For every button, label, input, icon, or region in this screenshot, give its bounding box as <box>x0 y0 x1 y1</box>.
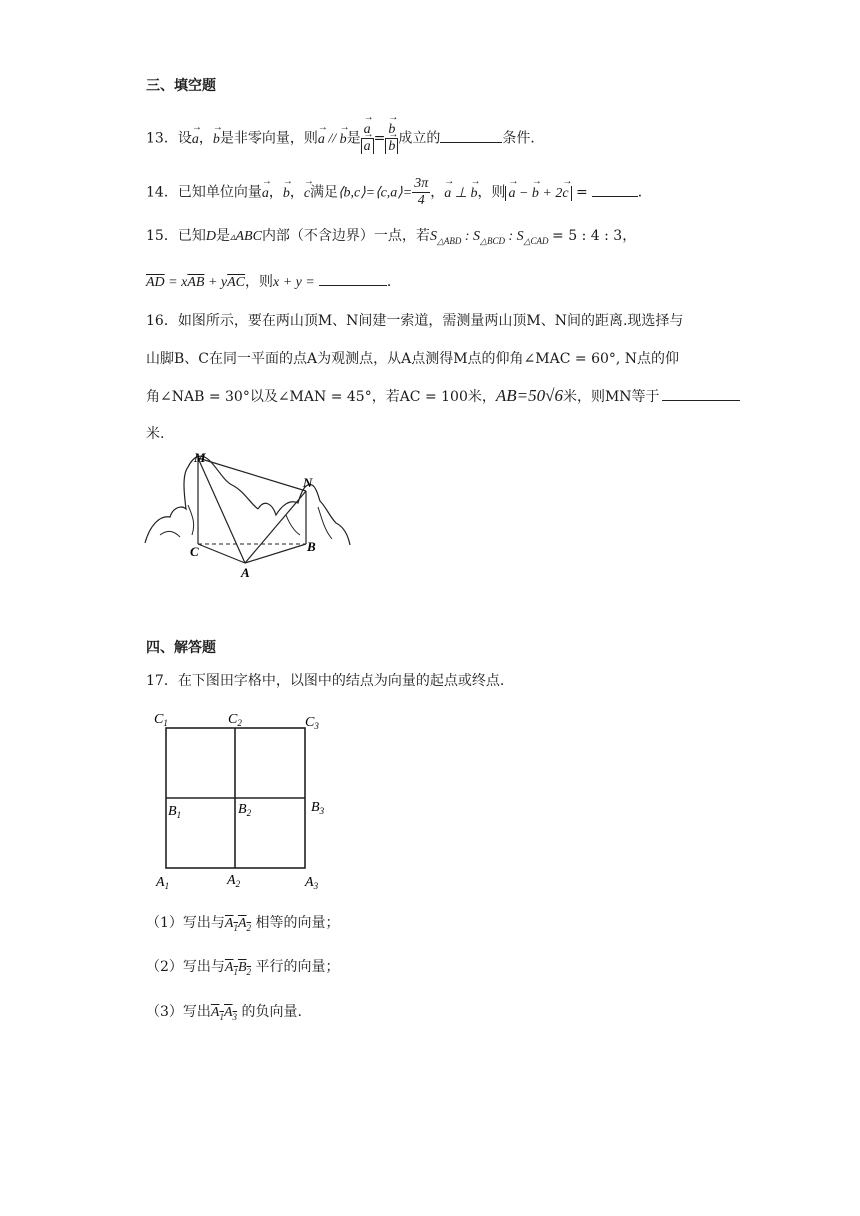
fraction-3pi-4: $\frac{3\pi}{4}$ <box>414 176 429 208</box>
mountain-figure <box>140 445 355 580</box>
ab-length: AB=50√6 <box>495 386 563 405</box>
fraction-unit-a: → a → a <box>361 122 374 155</box>
label-B1: $B_1$ <box>168 804 182 820</box>
q13-text: ， <box>198 130 213 147</box>
question-16-line1: 16．如图所示，要在两山顶M、N间建一索道，需测量两山顶M、N间的距离.现选择与 <box>146 313 684 329</box>
vector-b: → b <box>340 130 347 150</box>
q17-part1-text: 相等的向量； <box>255 915 340 931</box>
label-M: M <box>194 450 206 465</box>
q14-text: ． <box>637 184 652 201</box>
q17-part3-text: 的负向量. <box>241 1004 302 1020</box>
magnitude-expression: → a − → b + 2→ c <box>505 186 571 201</box>
question-17: 17．在下图田字格中，以图中的结点为向量的起点或终点. <box>146 673 505 689</box>
vector-b: → b <box>213 130 220 150</box>
label-B3: $B_3$ <box>311 800 325 816</box>
label-B: B <box>307 539 316 554</box>
area-ratio: $S_{\triangle ABD}$ : $S_{\triangle BCD}$ : $S_{\triangle CAD}$ <box>429 229 549 246</box>
question-14: 14．已知单位向量→ a，→ b，→ c满足⟨b,c⟩=⟨c,a⟩= $\frac{3\pi}{4}$ ，→ a ⊥ → b，则 → a − → b + 2→ c = ． <box>146 176 652 209</box>
q15-text: ， <box>622 228 637 244</box>
q15-text: 是 <box>215 228 230 244</box>
vector-a: → a <box>318 130 325 150</box>
q17-part2-text: （2）写出与 <box>146 959 225 975</box>
vector-c: → c <box>304 184 310 204</box>
left-mountain-outline <box>145 456 258 543</box>
vector-A1A3: $A_1A_3$ <box>210 1005 238 1022</box>
q13-number: 13．设 <box>146 130 192 147</box>
q16-text: 角∠NAB = 30°以及∠MAN = 45°，若AC = 100米， <box>146 389 496 405</box>
q13-text: 是非零向量，则 <box>219 130 318 147</box>
answer-blank[interactable] <box>440 128 502 143</box>
vector-A1A2: $A_1A_2$ <box>224 916 252 933</box>
q13-text: 成立的 <box>398 130 441 147</box>
q17-part2-text: 平行的向量； <box>255 959 340 975</box>
label-A: A <box>241 565 250 580</box>
vector-equation: $\overline{AD} = x\overline{AB} + y\overline{AC}$ <box>146 275 246 290</box>
q14-text: ， <box>430 184 445 201</box>
answer-blank[interactable] <box>592 182 638 197</box>
question-17-part3 <box>146 1002 302 1027</box>
q15-text: ，则 <box>245 274 274 290</box>
q17-part3-text: （3）写出 <box>146 1004 211 1020</box>
section-heading-fill-blank: 三、填空题 <box>146 78 216 94</box>
right-mountain-detail <box>286 507 332 539</box>
vector-a: → a <box>262 184 269 204</box>
question-13: 13．设→ a，→ b是非零向量，则→ a // → b是 → a → a = → b → b 成立的 条件． <box>146 122 544 155</box>
q14-text: 满足 <box>310 184 339 201</box>
q17-part1-text: （1）写出与 <box>146 915 225 931</box>
angle-expression: ⟨b,c⟩=⟨c,a⟩= <box>338 185 413 201</box>
q13-text: 是 <box>346 130 361 147</box>
question-16-line4: 米. <box>146 426 165 442</box>
q14-text: ，则 <box>477 184 506 201</box>
question-17-part1 <box>146 913 340 938</box>
label-C2: $C_2$ <box>228 712 242 728</box>
q15-number: 15．已知 <box>146 228 206 244</box>
label-B2: $B_2$ <box>238 802 252 818</box>
q14-number: 14．已知单位向量 <box>146 184 262 201</box>
question-15: 15．已知D是▵ABC内部（不含边界）一点，若$S_{\triangle ABD}$ : $S_{\triangle BCD}$ : $S_{\triangle CAD} = 5$ : 4 : 3， <box>146 228 637 246</box>
label-N: N <box>303 475 313 490</box>
q15-text: 内部（不含边界）一点，若 <box>261 228 430 244</box>
question-15-line2: $\overline{AD} = x\overline{AB} + y\overline{AC}$，则x + y = ． <box>146 271 401 293</box>
answer-blank[interactable] <box>662 386 740 401</box>
label-C: C <box>190 544 199 559</box>
label-A1: $A_1$ <box>156 875 170 891</box>
vector-b: → b <box>283 184 290 204</box>
left-mountain-detail <box>160 505 194 537</box>
label-C1: $C_1$ <box>154 712 168 728</box>
grid-figure <box>150 705 335 895</box>
line-BA <box>245 544 306 563</box>
question-17-part2 <box>146 957 340 982</box>
line-NA <box>245 491 306 563</box>
q16-text: 米，则MN等于 <box>562 389 660 405</box>
fraction-unit-b: → b → b <box>385 122 398 155</box>
label-C3: $C_3$ <box>305 715 319 731</box>
q13-text: 条件． <box>502 130 545 147</box>
question-16-line3 <box>146 386 740 407</box>
question-16-line2: 山脚B、C在同一平面的点A为观测点，从A点测得M点的仰角∠MAC = 60°, N点的仰 <box>146 351 680 367</box>
vector-A1B2: $A_1B_2$ <box>224 960 252 977</box>
section-heading-solve: 四、解答题 <box>146 640 216 656</box>
answer-blank[interactable] <box>319 271 387 286</box>
q15-text: ． <box>386 274 401 290</box>
line-MN <box>198 458 306 491</box>
perpendicular-condition: → a ⊥ → b <box>444 186 477 201</box>
vector-a: → a <box>192 130 199 150</box>
label-A3: $A_3$ <box>305 875 319 891</box>
ratio-values: = 5 : 4 : 3 <box>552 228 623 244</box>
label-A2: $A_2$ <box>227 873 241 889</box>
